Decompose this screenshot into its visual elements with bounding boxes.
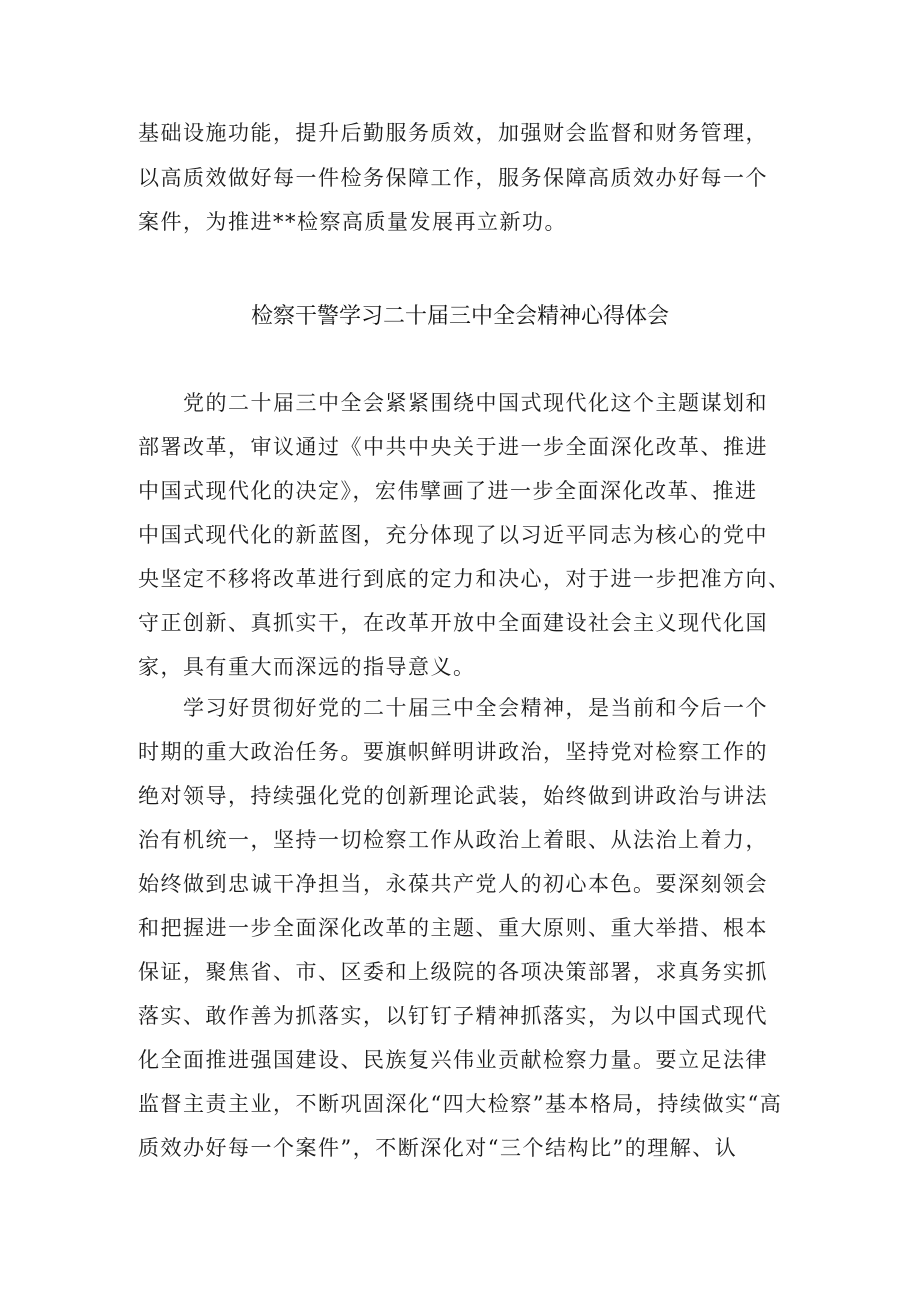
document-title: 检察干警学习二十届三中全会精神心得体会: [250, 304, 669, 329]
paragraph1-line-2: 部署改革，审议通过《中共中央关于进一步全面深化改革、推进: [138, 435, 768, 459]
paragraph2-line-6: 和把握进一步全面深化改革的主题、重大原则、重大举措、根本: [138, 916, 768, 940]
paragraph1-line-6: 守正创新、真抓实干，在改革开放中全面建设社会主义现代化国: [138, 611, 768, 635]
paragraph2-line-8: 落实、敢作善为抓落实，以钉钉子精神抓落实，为以中国式现代: [138, 1004, 768, 1028]
paragraph2-line-2: 时期的重大政治任务。要旗帜鲜明讲政治，坚持党对检察工作的: [138, 740, 768, 764]
paragraph2-line-7: 保证，聚焦省、市、区委和上级院的各项决策部署，求真务实抓: [138, 960, 768, 984]
paragraph1-line-4: 中国式现代化的新蓝图，充分体现了以习近平同志为核心的党中: [138, 523, 768, 547]
paragraph2-line-11: 质效办好每一个案件”，不断深化对“三个结构比”的理解、认: [138, 1136, 738, 1160]
paragraph1-line-3: 中国式现代化的决定》，宏伟擘画了进一步全面深化改革、推进: [138, 479, 758, 503]
paragraph2-line-10: 监督主责主业，不断巩固深化“四大检察”基本格局，持续做实“高: [138, 1092, 783, 1116]
paragraph2-line-9: 化全面推进强国建设、民族复兴伟业贡献检察力量。要立足法律: [138, 1048, 768, 1072]
paragraph1-line-1: 党的二十届三中全会紧紧围绕中国式现代化这个主题谋划和: [183, 391, 768, 415]
paragraph2-line-3: 绝对领导，持续强化党的创新理论武装，始终做到讲政治与讲法: [138, 784, 768, 808]
paragraph2-line-5: 始终做到忠诚干净担当，永葆共产党人的初心本色。要深刻领会: [138, 872, 768, 896]
paragraph1-line-5: 央坚定不移将改革进行到底的定力和决心，对于进一步把准方向、: [138, 567, 791, 591]
continuation-line-2: 以高质效做好每一件检务保障工作，服务保障高质效办好每一个: [138, 166, 768, 190]
paragraph2-line-1: 学习好贯彻好党的二十届三中全会精神，是当前和今后一个: [183, 696, 768, 720]
continuation-line-1: 基础设施功能，提升后勤服务质效，加强财会监督和财务管理，: [138, 121, 768, 145]
continuation-line-3: 案件，为推进**检察高质量发展再立新功。: [138, 210, 567, 234]
paragraph2-line-4: 治有机统一，坚持一切检察工作从政治上着眼、从法治上着力，: [138, 828, 768, 852]
paragraph1-line-7: 家，具有重大而深远的指导意义。: [138, 655, 476, 679]
